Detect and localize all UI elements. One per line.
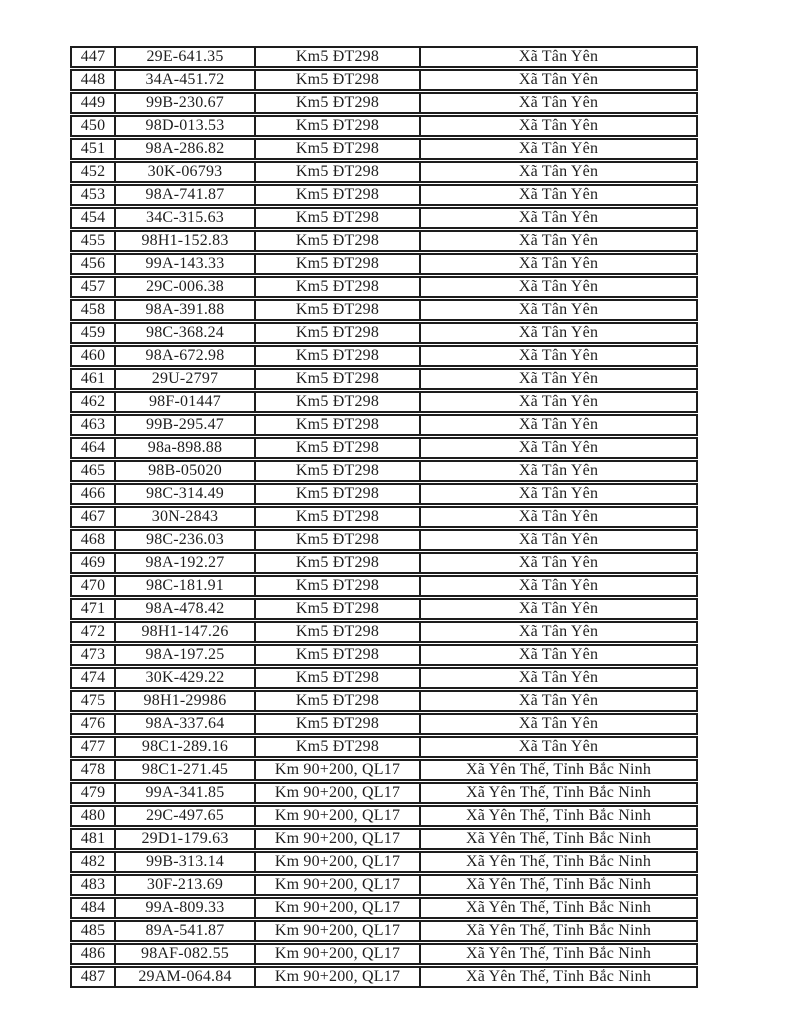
row-number-cell: 448 [70,69,115,91]
plate-number-cell: 99B-313.14 [115,851,255,873]
location-cell: Km5 ĐT298 [255,483,420,505]
license-plate-table [70,45,698,989]
row-number-cell: 454 [70,207,115,229]
location-cell: Km 90+200, QL17 [255,851,420,873]
table-row [70,897,698,919]
place-cell: Xã Tân Yên [420,552,698,574]
plate-number-cell: 98C1-271.45 [115,759,255,781]
place-cell: Xã Yên Thế, Tỉnh Bắc Ninh [420,759,698,781]
place-cell: Xã Yên Thế, Tỉnh Bắc Ninh [420,943,698,965]
row-number-cell: 449 [70,92,115,114]
row-number-cell: 471 [70,598,115,620]
place-cell: Xã Tân Yên [420,529,698,551]
plate-number-cell: 99A-143.33 [115,253,255,275]
location-cell: Km 90+200, QL17 [255,920,420,942]
table-row [70,874,698,896]
row-number-cell: 465 [70,460,115,482]
table-row [70,276,698,298]
table-row [70,391,698,413]
table-row [70,345,698,367]
plate-number-cell: 98C-314.49 [115,483,255,505]
location-cell: Km 90+200, QL17 [255,759,420,781]
location-cell: Km5 ĐT298 [255,552,420,574]
row-number-cell: 477 [70,736,115,758]
row-number-cell: 481 [70,828,115,850]
location-cell: Km 90+200, QL17 [255,828,420,850]
plate-number-cell: 29C-497.65 [115,805,255,827]
location-cell: Km5 ĐT298 [255,736,420,758]
plate-number-cell: 98A-478.42 [115,598,255,620]
row-number-cell: 480 [70,805,115,827]
table-row [70,575,698,597]
table-row [70,483,698,505]
row-number-cell: 483 [70,874,115,896]
place-cell: Xã Tân Yên [420,736,698,758]
row-number-cell: 450 [70,115,115,137]
location-cell: Km 90+200, QL17 [255,782,420,804]
row-number-cell: 486 [70,943,115,965]
table-row [70,299,698,321]
place-cell: Xã Yên Thế, Tỉnh Bắc Ninh [420,805,698,827]
place-cell: Xã Yên Thế, Tỉnh Bắc Ninh [420,874,698,896]
location-cell: Km5 ĐT298 [255,276,420,298]
row-number-cell: 473 [70,644,115,666]
location-cell: Km5 ĐT298 [255,644,420,666]
location-cell: Km5 ĐT298 [255,299,420,321]
place-cell: Xã Tân Yên [420,483,698,505]
plate-number-cell: 29D1-179.63 [115,828,255,850]
plate-number-cell: 98A-337.64 [115,713,255,735]
place-cell: Xã Tân Yên [420,667,698,689]
row-number-cell: 470 [70,575,115,597]
table-row [70,506,698,528]
table-row [70,805,698,827]
place-cell: Xã Tân Yên [420,207,698,229]
plate-number-cell: 99B-295.47 [115,414,255,436]
table-row [70,529,698,551]
plate-number-cell: 30K-429.22 [115,667,255,689]
table-row [70,667,698,689]
location-cell: Km5 ĐT298 [255,575,420,597]
table-row [70,644,698,666]
place-cell: Xã Tân Yên [420,46,698,68]
place-cell: Xã Tân Yên [420,299,698,321]
row-number-cell: 457 [70,276,115,298]
location-cell: Km5 ĐT298 [255,230,420,252]
table-row [70,92,698,114]
table-row [70,184,698,206]
location-cell: Km 90+200, QL17 [255,943,420,965]
place-cell: Xã Tân Yên [420,184,698,206]
table-row [70,115,698,137]
table-row [70,322,698,344]
plate-number-cell: 29E-641.35 [115,46,255,68]
location-cell: Km5 ĐT298 [255,161,420,183]
table-row [70,207,698,229]
table-row [70,736,698,758]
row-number-cell: 479 [70,782,115,804]
plate-number-cell: 98C-181.91 [115,575,255,597]
row-number-cell: 484 [70,897,115,919]
place-cell: Xã Tân Yên [420,414,698,436]
plate-number-cell: 98F-01447 [115,391,255,413]
plate-number-cell: 98A-192.27 [115,552,255,574]
table-row [70,920,698,942]
table-row [70,69,698,91]
place-cell: Xã Tân Yên [420,437,698,459]
plate-number-cell: 98C-368.24 [115,322,255,344]
row-number-cell: 453 [70,184,115,206]
table-row [70,828,698,850]
place-cell: Xã Tân Yên [420,161,698,183]
plate-number-cell: 99A-341.85 [115,782,255,804]
row-number-cell: 478 [70,759,115,781]
place-cell: Xã Tân Yên [420,644,698,666]
place-cell: Xã Tân Yên [420,713,698,735]
location-cell: Km 90+200, QL17 [255,874,420,896]
location-cell: Km5 ĐT298 [255,46,420,68]
table-row [70,230,698,252]
place-cell: Xã Tân Yên [420,690,698,712]
plate-number-cell: 98a-898.88 [115,437,255,459]
row-number-cell: 458 [70,299,115,321]
place-cell: Xã Yên Thế, Tỉnh Bắc Ninh [420,920,698,942]
table-row [70,437,698,459]
place-cell: Xã Yên Thế, Tỉnh Bắc Ninh [420,966,698,988]
plate-number-cell: 98A-741.87 [115,184,255,206]
place-cell: Xã Tân Yên [420,230,698,252]
location-cell: Km5 ĐT298 [255,690,420,712]
location-cell: Km5 ĐT298 [255,667,420,689]
location-cell: Km5 ĐT298 [255,391,420,413]
location-cell: Km5 ĐT298 [255,138,420,160]
row-number-cell: 474 [70,667,115,689]
location-cell: Km5 ĐT298 [255,345,420,367]
plate-number-cell: 98A-672.98 [115,345,255,367]
row-number-cell: 459 [70,322,115,344]
row-number-cell: 447 [70,46,115,68]
plate-number-cell: 34C-315.63 [115,207,255,229]
table-row [70,368,698,390]
location-cell: Km 90+200, QL17 [255,805,420,827]
place-cell: Xã Yên Thế, Tỉnh Bắc Ninh [420,828,698,850]
row-number-cell: 462 [70,391,115,413]
table-row [70,782,698,804]
row-number-cell: 451 [70,138,115,160]
row-number-cell: 452 [70,161,115,183]
location-cell: Km5 ĐT298 [255,115,420,137]
location-cell: Km 90+200, QL17 [255,897,420,919]
location-cell: Km 90+200, QL17 [255,966,420,988]
plate-number-cell: 98C-236.03 [115,529,255,551]
place-cell: Xã Tân Yên [420,276,698,298]
place-cell: Xã Yên Thế, Tỉnh Bắc Ninh [420,851,698,873]
place-cell: Xã Tân Yên [420,598,698,620]
plate-number-cell: 98H1-29986 [115,690,255,712]
place-cell: Xã Yên Thế, Tỉnh Bắc Ninh [420,782,698,804]
place-cell: Xã Tân Yên [420,621,698,643]
row-number-cell: 485 [70,920,115,942]
table-row [70,46,698,68]
plate-number-cell: 29C-006.38 [115,276,255,298]
place-cell: Xã Tân Yên [420,115,698,137]
location-cell: Km5 ĐT298 [255,598,420,620]
table-row [70,943,698,965]
row-number-cell: 463 [70,414,115,436]
row-number-cell: 469 [70,552,115,574]
place-cell: Xã Tân Yên [420,92,698,114]
location-cell: Km5 ĐT298 [255,368,420,390]
plate-number-cell: 99B-230.67 [115,92,255,114]
location-cell: Km5 ĐT298 [255,460,420,482]
location-cell: Km5 ĐT298 [255,621,420,643]
row-number-cell: 476 [70,713,115,735]
row-number-cell: 460 [70,345,115,367]
plate-number-cell: 98A-286.82 [115,138,255,160]
table-row [70,690,698,712]
plate-number-cell: 89A-541.87 [115,920,255,942]
plate-number-cell: 29AM-064.84 [115,966,255,988]
table-row [70,621,698,643]
row-number-cell: 461 [70,368,115,390]
location-cell: Km5 ĐT298 [255,713,420,735]
row-number-cell: 455 [70,230,115,252]
row-number-cell: 472 [70,621,115,643]
plate-number-cell: 98B-05020 [115,460,255,482]
place-cell: Xã Tân Yên [420,138,698,160]
row-number-cell: 467 [70,506,115,528]
row-number-cell: 475 [70,690,115,712]
row-number-cell: 468 [70,529,115,551]
place-cell: Xã Yên Thế, Tỉnh Bắc Ninh [420,897,698,919]
row-number-cell: 456 [70,253,115,275]
location-cell: Km5 ĐT298 [255,253,420,275]
location-cell: Km5 ĐT298 [255,506,420,528]
row-number-cell: 466 [70,483,115,505]
place-cell: Xã Tân Yên [420,575,698,597]
place-cell: Xã Tân Yên [420,506,698,528]
location-cell: Km5 ĐT298 [255,184,420,206]
plate-number-cell: 98C1-289.16 [115,736,255,758]
location-cell: Km5 ĐT298 [255,69,420,91]
place-cell: Xã Tân Yên [420,345,698,367]
plate-number-cell: 29U-2797 [115,368,255,390]
plate-number-cell: 30N-2843 [115,506,255,528]
plate-number-cell: 98D-013.53 [115,115,255,137]
row-number-cell: 487 [70,966,115,988]
location-cell: Km5 ĐT298 [255,437,420,459]
location-cell: Km5 ĐT298 [255,207,420,229]
table-row [70,759,698,781]
plate-number-cell: 98H1-147.26 [115,621,255,643]
place-cell: Xã Tân Yên [420,322,698,344]
location-cell: Km5 ĐT298 [255,322,420,344]
location-cell: Km5 ĐT298 [255,529,420,551]
table-row [70,253,698,275]
table-row [70,598,698,620]
plate-number-cell: 30F-213.69 [115,874,255,896]
place-cell: Xã Tân Yên [420,368,698,390]
place-cell: Xã Tân Yên [420,253,698,275]
plate-number-cell: 98A-391.88 [115,299,255,321]
row-number-cell: 482 [70,851,115,873]
table-row [70,552,698,574]
row-number-cell: 464 [70,437,115,459]
table-row [70,161,698,183]
table-row [70,713,698,735]
table-row [70,414,698,436]
table-row [70,138,698,160]
place-cell: Xã Tân Yên [420,391,698,413]
plate-number-cell: 99A-809.33 [115,897,255,919]
location-cell: Km5 ĐT298 [255,414,420,436]
plate-number-cell: 98AF-082.55 [115,943,255,965]
table-body [70,46,698,988]
plate-number-cell: 98H1-152.83 [115,230,255,252]
plate-number-cell: 98A-197.25 [115,644,255,666]
table-row [70,966,698,988]
plate-number-cell: 30K-06793 [115,161,255,183]
table-row [70,460,698,482]
table-row [70,851,698,873]
place-cell: Xã Tân Yên [420,69,698,91]
location-cell: Km5 ĐT298 [255,92,420,114]
place-cell: Xã Tân Yên [420,460,698,482]
plate-number-cell: 34A-451.72 [115,69,255,91]
